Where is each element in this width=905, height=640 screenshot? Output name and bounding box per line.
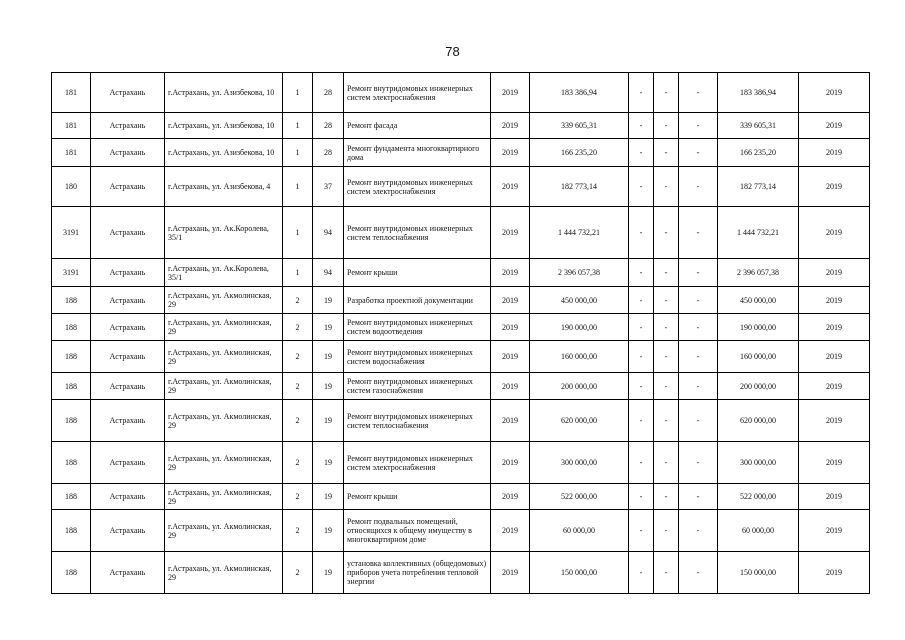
source-1-cell: - <box>629 259 654 287</box>
entrances-cell: 1 <box>283 167 313 207</box>
city-cell: Астрахань <box>91 314 165 341</box>
completion-year-cell: 2019 <box>799 73 870 113</box>
work-type-cell: Разработка проектной документации <box>344 287 491 314</box>
entrances-cell: 2 <box>283 400 313 442</box>
source-2-cell: - <box>654 400 679 442</box>
year-cell: 2019 <box>491 167 530 207</box>
address-cell: г.Астрахань, ул. Ак.Королева, 35/1 <box>165 259 283 287</box>
source-2-cell: - <box>654 73 679 113</box>
apartments-cell: 28 <box>313 113 344 139</box>
table-row <box>52 341 870 373</box>
year-cell: 2019 <box>491 341 530 373</box>
work-type-cell: Ремонт внутридомовых инженерных систем газоснабжения <box>344 373 491 400</box>
work-type-cell: Ремонт подвальных помещений, относящихся к общему имуществу в многоквартирном доме <box>344 510 491 552</box>
owners-funds-cell: 620 000,00 <box>718 400 799 442</box>
city-cell: Астрахань <box>91 113 165 139</box>
total-cost-cell: 190 000,00 <box>530 314 629 341</box>
work-type-cell: Ремонт крыши <box>344 259 491 287</box>
source-1-cell: - <box>629 113 654 139</box>
completion-year-cell: 2019 <box>799 510 870 552</box>
record-id-cell: 188 <box>52 341 91 373</box>
completion-year-cell: 2019 <box>799 314 870 341</box>
source-1-cell: - <box>629 139 654 167</box>
apartments-cell: 19 <box>313 484 344 510</box>
source-2-cell: - <box>654 259 679 287</box>
table-row <box>52 287 870 314</box>
source-3-cell: - <box>679 400 718 442</box>
work-type-cell: Ремонт внутридомовых инженерных систем электроснабжения <box>344 167 491 207</box>
completion-year-cell: 2019 <box>799 442 870 484</box>
entrances-cell: 2 <box>283 510 313 552</box>
source-2-cell: - <box>654 207 679 259</box>
owners-funds-cell: 166 235,20 <box>718 139 799 167</box>
record-id-cell: 3191 <box>52 259 91 287</box>
total-cost-cell: 183 386,94 <box>530 73 629 113</box>
source-3-cell: - <box>679 139 718 167</box>
work-type-cell: Ремонт внутридомовых инженерных систем водоотведения <box>344 314 491 341</box>
entrances-cell: 1 <box>283 73 313 113</box>
completion-year-cell: 2019 <box>799 259 870 287</box>
total-cost-cell: 339 605,31 <box>530 113 629 139</box>
source-1-cell: - <box>629 400 654 442</box>
apartments-cell: 37 <box>313 167 344 207</box>
page-number: 78 <box>445 44 460 59</box>
city-cell: Астрахань <box>91 510 165 552</box>
city-cell: Астрахань <box>91 167 165 207</box>
address-cell: г.Астрахань, ул. Акмолинская, 29 <box>165 510 283 552</box>
apartments-cell: 19 <box>313 442 344 484</box>
source-2-cell: - <box>654 484 679 510</box>
year-cell: 2019 <box>491 314 530 341</box>
apartments-cell: 28 <box>313 139 344 167</box>
address-cell: г.Астрахань, ул. Акмолинская, 29 <box>165 484 283 510</box>
work-type-cell: Ремонт внутридомовых инженерных систем электроснабжения <box>344 73 491 113</box>
source-1-cell: - <box>629 484 654 510</box>
apartments-cell: 28 <box>313 73 344 113</box>
entrances-cell: 1 <box>283 207 313 259</box>
source-1-cell: - <box>629 552 654 594</box>
completion-year-cell: 2019 <box>799 167 870 207</box>
table-row <box>52 139 870 167</box>
address-cell: г.Астрахань, ул. Акмолинская, 29 <box>165 400 283 442</box>
owners-funds-cell: 339 605,31 <box>718 113 799 139</box>
completion-year-cell: 2019 <box>799 552 870 594</box>
table-row <box>52 484 870 510</box>
source-3-cell: - <box>679 207 718 259</box>
record-id-cell: 188 <box>52 442 91 484</box>
source-3-cell: - <box>679 113 718 139</box>
source-3-cell: - <box>679 73 718 113</box>
total-cost-cell: 200 000,00 <box>530 373 629 400</box>
table-row <box>52 442 870 484</box>
source-3-cell: - <box>679 341 718 373</box>
completion-year-cell: 2019 <box>799 400 870 442</box>
owners-funds-cell: 522 000,00 <box>718 484 799 510</box>
completion-year-cell: 2019 <box>799 139 870 167</box>
record-id-cell: 188 <box>52 484 91 510</box>
total-cost-cell: 160 000,00 <box>530 341 629 373</box>
work-type-cell: установка коллективных (общедомовых) приборов учета потребления тепловой энергии <box>344 552 491 594</box>
owners-funds-cell: 60 000,00 <box>718 510 799 552</box>
source-2-cell: - <box>654 442 679 484</box>
source-1-cell: - <box>629 207 654 259</box>
record-id-cell: 181 <box>52 113 91 139</box>
record-id-cell: 188 <box>52 510 91 552</box>
table-row <box>52 207 870 259</box>
table-row <box>52 259 870 287</box>
table-row <box>52 552 870 594</box>
owners-funds-cell: 150 000,00 <box>718 552 799 594</box>
city-cell: Астрахань <box>91 207 165 259</box>
record-id-cell: 181 <box>52 73 91 113</box>
owners-funds-cell: 183 386,94 <box>718 73 799 113</box>
address-cell: г.Астрахань, ул. Акмолинская, 29 <box>165 552 283 594</box>
table-row <box>52 113 870 139</box>
source-3-cell: - <box>679 484 718 510</box>
year-cell: 2019 <box>491 139 530 167</box>
apartments-cell: 19 <box>313 552 344 594</box>
source-1-cell: - <box>629 167 654 207</box>
city-cell: Астрахань <box>91 442 165 484</box>
owners-funds-cell: 1 444 732,21 <box>718 207 799 259</box>
total-cost-cell: 182 773,14 <box>530 167 629 207</box>
address-cell: г.Астрахань, ул. Акмолинская, 29 <box>165 442 283 484</box>
source-3-cell: - <box>679 287 718 314</box>
source-2-cell: - <box>654 510 679 552</box>
entrances-cell: 2 <box>283 373 313 400</box>
source-3-cell: - <box>679 167 718 207</box>
entrances-cell: 2 <box>283 287 313 314</box>
total-cost-cell: 166 235,20 <box>530 139 629 167</box>
record-id-cell: 188 <box>52 552 91 594</box>
owners-funds-cell: 450 000,00 <box>718 287 799 314</box>
entrances-cell: 1 <box>283 113 313 139</box>
table-body <box>52 73 870 594</box>
source-2-cell: - <box>654 314 679 341</box>
address-cell: г.Астрахань, ул. Ак.Королева, 35/1 <box>165 207 283 259</box>
record-id-cell: 180 <box>52 167 91 207</box>
address-cell: г.Астрахань, ул. Азизбекова, 10 <box>165 113 283 139</box>
table-row <box>52 73 870 113</box>
address-cell: г.Астрахань, ул. Азизбекова, 10 <box>165 73 283 113</box>
source-2-cell: - <box>654 139 679 167</box>
address-cell: г.Астрахань, ул. Акмолинская, 29 <box>165 341 283 373</box>
apartments-cell: 19 <box>313 341 344 373</box>
work-type-cell: Ремонт внутридомовых инженерных систем водоснабжения <box>344 341 491 373</box>
table-row <box>52 510 870 552</box>
apartments-cell: 19 <box>313 314 344 341</box>
source-3-cell: - <box>679 314 718 341</box>
year-cell: 2019 <box>491 400 530 442</box>
city-cell: Астрахань <box>91 484 165 510</box>
total-cost-cell: 620 000,00 <box>530 400 629 442</box>
address-cell: г.Астрахань, ул. Азизбекова, 4 <box>165 167 283 207</box>
work-type-cell: Ремонт внутридомовых инженерных систем теплоснабжения <box>344 207 491 259</box>
city-cell: Астрахань <box>91 552 165 594</box>
year-cell: 2019 <box>491 373 530 400</box>
city-cell: Астрахань <box>91 287 165 314</box>
address-cell: г.Астрахань, ул. Акмолинская, 29 <box>165 373 283 400</box>
year-cell: 2019 <box>491 287 530 314</box>
apartments-cell: 19 <box>313 287 344 314</box>
owners-funds-cell: 200 000,00 <box>718 373 799 400</box>
owners-funds-cell: 160 000,00 <box>718 341 799 373</box>
year-cell: 2019 <box>491 207 530 259</box>
owners-funds-cell: 2 396 057,38 <box>718 259 799 287</box>
total-cost-cell: 300 000,00 <box>530 442 629 484</box>
completion-year-cell: 2019 <box>799 373 870 400</box>
work-type-cell: Ремонт внутридомовых инженерных систем теплоснабжения <box>344 400 491 442</box>
total-cost-cell: 1 444 732,21 <box>530 207 629 259</box>
year-cell: 2019 <box>491 510 530 552</box>
entrances-cell: 2 <box>283 442 313 484</box>
total-cost-cell: 150 000,00 <box>530 552 629 594</box>
total-cost-cell: 2 396 057,38 <box>530 259 629 287</box>
table-row <box>52 373 870 400</box>
completion-year-cell: 2019 <box>799 287 870 314</box>
source-3-cell: - <box>679 442 718 484</box>
record-id-cell: 188 <box>52 373 91 400</box>
apartments-cell: 94 <box>313 259 344 287</box>
entrances-cell: 2 <box>283 314 313 341</box>
total-cost-cell: 522 000,00 <box>530 484 629 510</box>
source-2-cell: - <box>654 341 679 373</box>
table-row <box>52 314 870 341</box>
source-1-cell: - <box>629 73 654 113</box>
city-cell: Астрахань <box>91 341 165 373</box>
address-cell: г.Астрахань, ул. Азизбекова, 10 <box>165 139 283 167</box>
source-3-cell: - <box>679 552 718 594</box>
source-2-cell: - <box>654 167 679 207</box>
total-cost-cell: 60 000,00 <box>530 510 629 552</box>
entrances-cell: 2 <box>283 484 313 510</box>
record-id-cell: 3191 <box>52 207 91 259</box>
entrances-cell: 2 <box>283 552 313 594</box>
city-cell: Астрахань <box>91 400 165 442</box>
source-2-cell: - <box>654 373 679 400</box>
work-type-cell: Ремонт крыши <box>344 484 491 510</box>
owners-funds-cell: 190 000,00 <box>718 314 799 341</box>
owners-funds-cell: 182 773,14 <box>718 167 799 207</box>
source-1-cell: - <box>629 510 654 552</box>
completion-year-cell: 2019 <box>799 113 870 139</box>
city-cell: Астрахань <box>91 259 165 287</box>
source-3-cell: - <box>679 373 718 400</box>
city-cell: Астрахань <box>91 139 165 167</box>
year-cell: 2019 <box>491 113 530 139</box>
entrances-cell: 2 <box>283 341 313 373</box>
year-cell: 2019 <box>491 442 530 484</box>
source-1-cell: - <box>629 442 654 484</box>
source-1-cell: - <box>629 314 654 341</box>
record-id-cell: 188 <box>52 400 91 442</box>
record-id-cell: 188 <box>52 287 91 314</box>
apartments-cell: 19 <box>313 373 344 400</box>
owners-funds-cell: 300 000,00 <box>718 442 799 484</box>
city-cell: Астрахань <box>91 73 165 113</box>
record-id-cell: 188 <box>52 314 91 341</box>
completion-year-cell: 2019 <box>799 341 870 373</box>
source-2-cell: - <box>654 113 679 139</box>
completion-year-cell: 2019 <box>799 484 870 510</box>
city-cell: Астрахань <box>91 373 165 400</box>
source-1-cell: - <box>629 373 654 400</box>
apartments-cell: 94 <box>313 207 344 259</box>
work-type-cell: Ремонт внутридомовых инженерных систем электроснабжения <box>344 442 491 484</box>
source-2-cell: - <box>654 287 679 314</box>
record-id-cell: 181 <box>52 139 91 167</box>
apartments-cell: 19 <box>313 400 344 442</box>
source-1-cell: - <box>629 341 654 373</box>
year-cell: 2019 <box>491 484 530 510</box>
apartments-cell: 19 <box>313 510 344 552</box>
total-cost-cell: 450 000,00 <box>530 287 629 314</box>
year-cell: 2019 <box>491 259 530 287</box>
work-type-cell: Ремонт фундамента многоквартирного дома <box>344 139 491 167</box>
entrances-cell: 1 <box>283 139 313 167</box>
completion-year-cell: 2019 <box>799 207 870 259</box>
entrances-cell: 1 <box>283 259 313 287</box>
table-row <box>52 400 870 442</box>
address-cell: г.Астрахань, ул. Акмолинская, 29 <box>165 314 283 341</box>
year-cell: 2019 <box>491 73 530 113</box>
table-row <box>52 167 870 207</box>
source-3-cell: - <box>679 510 718 552</box>
source-1-cell: - <box>629 287 654 314</box>
source-3-cell: - <box>679 259 718 287</box>
year-cell: 2019 <box>491 552 530 594</box>
source-2-cell: - <box>654 552 679 594</box>
works-table <box>51 72 870 594</box>
address-cell: г.Астрахань, ул. Акмолинская, 29 <box>165 287 283 314</box>
work-type-cell: Ремонт фасада <box>344 113 491 139</box>
